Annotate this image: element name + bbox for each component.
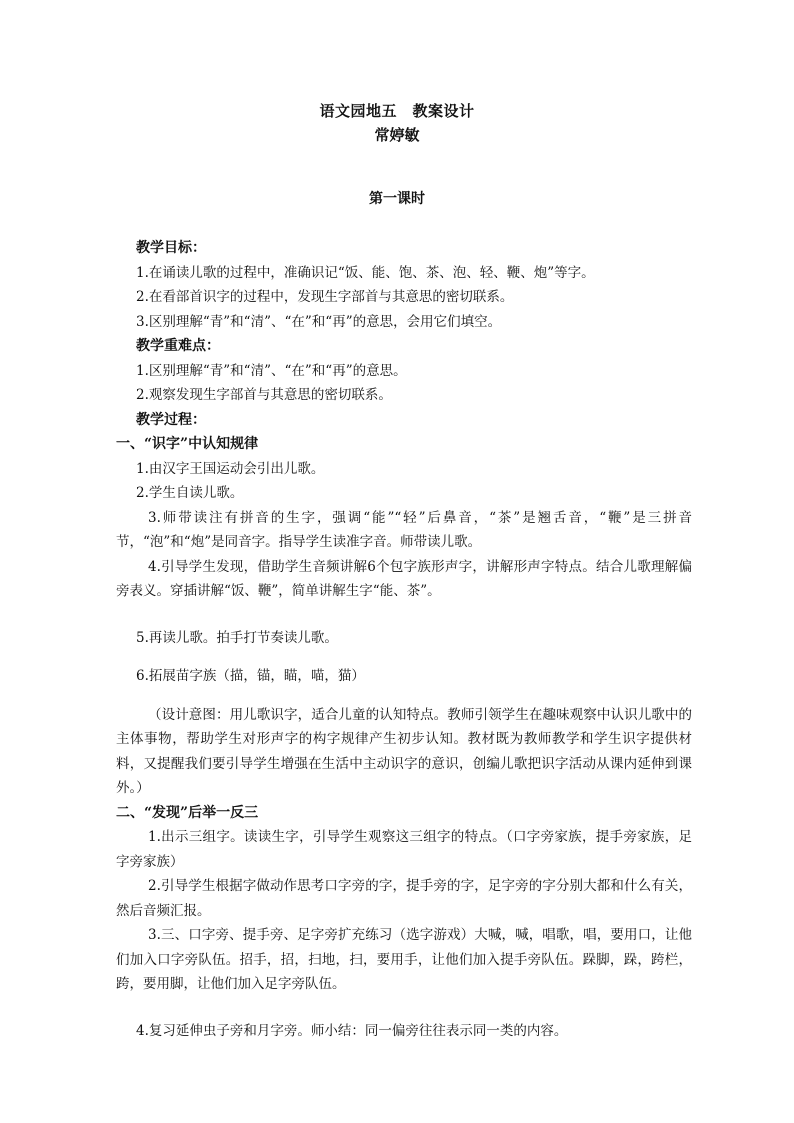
process-item: 5.再读儿歌。拍手打节奏读儿歌。	[136, 629, 338, 646]
goal-item: 1.在诵读儿歌的过程中，准确识记“饭、能、饱、茶、泡、轻、鞭、炮”等字。	[136, 264, 595, 281]
process-item: 3.三、口字旁、提手旁、足字旁扩充练习（选字游戏）大喊，喊，唱歌，唱，要用口，让他们加入口字旁队伍。招手，招，扫地，扫，要用手，让他们加入提手旁队伍。跺脚，跺，跨栏，跨，要用脚，让他们加入足字旁队伍。	[116, 927, 692, 992]
document-body	[116, 236, 692, 1043]
author-name: 常婷敏	[374, 126, 420, 144]
section-heading: 一、“识字”中认知规律	[116, 436, 259, 452]
process-item: 1.出示三组字。读读生字，引导学生观察这三组字的特点。（口字旁家族，提手旁家族，足字旁家族）	[116, 829, 692, 870]
goal-item: 3.区别理解“青”和“清”、“在”和“再”的意思，会用它们填空。	[136, 313, 502, 330]
process-item: 6.拓展苗字族（描，锚，瞄，喵，猫）	[136, 668, 365, 684]
goals-heading: 教学目标：	[136, 240, 206, 256]
process-item: 1.由汉字王国运动会引出儿歌。	[136, 460, 325, 477]
lesson-heading: 第一课时	[369, 191, 425, 207]
process-item: 4.引导学生发现，借助学生音频讲解6个包字族形声字，讲解形声字特点。结合儿歌理解偏旁表义。穿插讲解“饭、鞭”，简单讲解生字“能、茶”。	[116, 558, 692, 599]
process-item: 3.师带读注有拼音的生字，强调“能”“轻”后鼻音，“茶”是翘舌音，“鞭”是三拼音节，“泡”和“炮”是同音字。指导学生读准字音。师带读儿歌。	[116, 509, 692, 550]
process-item: 2.引导学生根据字做动作思考口字旁的字，提手旁的字，足字旁的字分别大都和什么有关，然后音频汇报。	[116, 878, 692, 919]
process-item: 2.学生自读儿歌。	[136, 485, 244, 501]
design-note: （设计意图：用儿歌识字，适合儿童的认知特点。教师引领学生在趣味观察中认识儿歌中的主体事物，帮助学生对形声字的构字规律产生初步认知。教材既为教师教学和学生识字提供材料，又提醒我们要引导学生增强在生活中主动识字的意识，创编儿歌把识字活动从课内延伸到课外。）	[116, 706, 692, 796]
section-heading: 二、“发现”后举一反三	[116, 804, 259, 821]
document-title: 语文园地五 教案设计	[319, 102, 475, 120]
key-points-heading: 教学重难点：	[136, 338, 220, 354]
process-heading: 教学过程：	[136, 411, 206, 428]
key-point-item: 1.区别理解“青”和“清”、“在”和“再”的意思。	[136, 362, 407, 379]
process-item: 4.复习延伸虫子旁和月字旁。师小结：同一偏旁往往表示同一类的内容。	[136, 1022, 568, 1039]
goal-item: 2.在看部首识字的过程中，发现生字部首与其意思的密切联系。	[136, 289, 514, 305]
key-point-item: 2.观察发现生字部首与其意思的密切联系。	[136, 387, 392, 403]
